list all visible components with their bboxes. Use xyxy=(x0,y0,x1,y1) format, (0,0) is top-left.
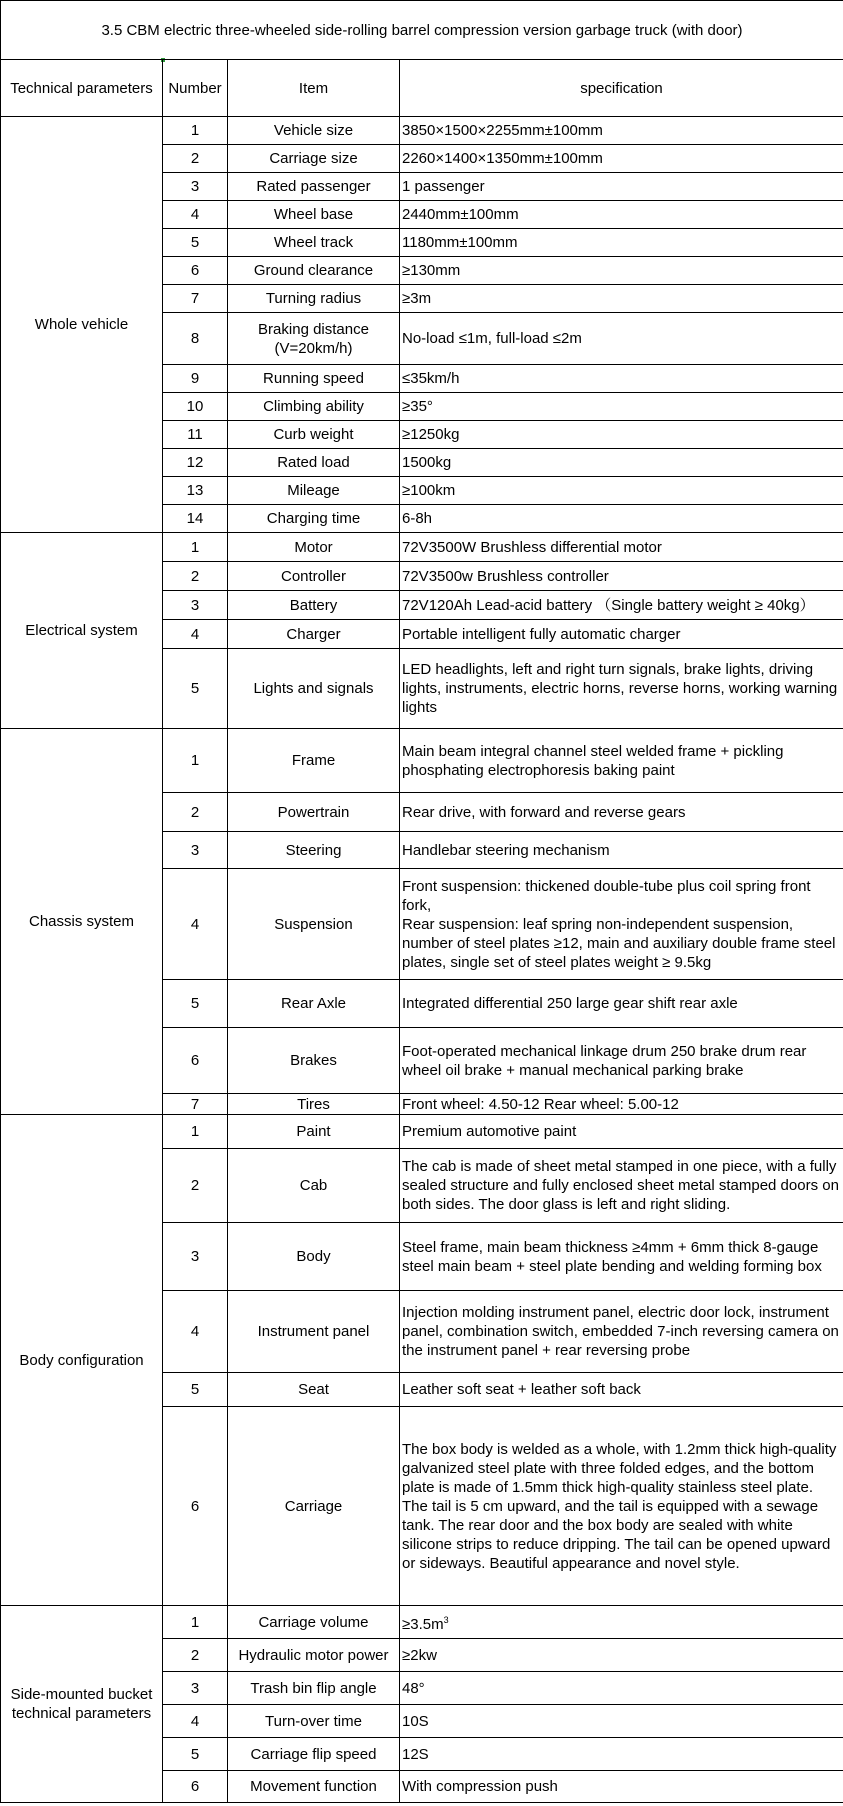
row-spec: ≥2kw xyxy=(400,1639,843,1672)
row-spec: Premium automotive paint xyxy=(400,1115,843,1149)
row-number: 9 xyxy=(163,365,228,393)
table-row xyxy=(1,729,843,793)
row-number: 5 xyxy=(163,649,228,729)
row-number: 1 xyxy=(163,117,228,145)
row-number: 2 xyxy=(163,562,228,591)
row-item: Tires xyxy=(228,1094,400,1115)
row-number: 1 xyxy=(163,1115,228,1149)
row-item: Battery xyxy=(228,591,400,620)
row-number: 8 xyxy=(163,313,228,365)
row-spec: 72V3500W Brushless differential motor xyxy=(400,533,843,562)
row-number: 2 xyxy=(163,145,228,173)
row-spec: 12S xyxy=(400,1738,843,1771)
row-number: 10 xyxy=(163,393,228,421)
carriage-volume-value: ≥3.5m xyxy=(402,1615,444,1633)
row-item: Vehicle size xyxy=(228,117,400,145)
row-number: 7 xyxy=(163,285,228,313)
row-item: Hydraulic motor power xyxy=(228,1639,400,1672)
row-item: Carriage xyxy=(228,1407,400,1606)
row-spec: 1 passenger xyxy=(400,173,843,201)
row-number: 5 xyxy=(163,1738,228,1771)
suspension-front-text: Front suspension: thickened double-tube plus coil spring front fork, xyxy=(402,877,811,914)
row-item: Paint xyxy=(228,1115,400,1149)
row-spec: Integrated differential 250 large gear shift rear axle xyxy=(400,980,843,1028)
row-number: 3 xyxy=(163,1223,228,1291)
row-spec: Foot-operated mechanical linkage drum 250 brake drum rear wheel oil brake + manual mechanical parking brake xyxy=(400,1028,843,1094)
row-spec: ≥35° xyxy=(400,393,843,421)
row-spec: 72V3500w Brushless controller xyxy=(400,562,843,591)
header-row xyxy=(1,60,843,117)
row-number: 1 xyxy=(163,729,228,793)
row-item: Instrument panel xyxy=(228,1291,400,1373)
table-row xyxy=(1,533,843,562)
row-spec: The cab is made of sheet metal stamped in one piece, with a fully sealed structure and fully enclosed sheet metal stamped doors on both sides. The door glass is left and right sliding. xyxy=(400,1149,843,1223)
row-spec: 1500kg xyxy=(400,449,843,477)
row-number: 4 xyxy=(163,201,228,229)
section-label-electrical-system: Electrical system xyxy=(1,533,163,729)
row-item: Charging time xyxy=(228,505,400,533)
row-item: Wheel track xyxy=(228,229,400,257)
row-item: Carriage volume xyxy=(228,1606,400,1639)
row-number: 1 xyxy=(163,533,228,562)
row-item: Brakes xyxy=(228,1028,400,1094)
row-item: Cab xyxy=(228,1149,400,1223)
header-specification: specification xyxy=(400,60,843,117)
row-spec: Front wheel: 4.50-12 Rear wheel: 5.00-12 xyxy=(400,1094,843,1115)
row-item: Carriage flip speed xyxy=(228,1738,400,1771)
row-number: 5 xyxy=(163,980,228,1028)
section-label-body-configuration: Body configuration xyxy=(1,1115,163,1606)
row-number: 7 xyxy=(163,1094,228,1115)
row-item: Seat xyxy=(228,1373,400,1407)
section-label-chassis-system: Chassis system xyxy=(1,729,163,1115)
row-item: Turning radius xyxy=(228,285,400,313)
row-item: Motor xyxy=(228,533,400,562)
cubic-superscript: 3 xyxy=(443,1614,449,1625)
row-number: 2 xyxy=(163,1639,228,1672)
row-spec: The box body is welded as a whole, with 1.2mm thick high-quality galvanized steel plate with three folded edges, and the bottom plate is made of 1.5mm thick high-quality stainless steel plate. The tail is 5 cm upward, and the tail is equipped with a sewage tank. The rear door and the box body are sealed with white silicone strips to reduce dripping. The tail can be opened upward or sideways. Beautiful appearance and novel style. xyxy=(400,1407,843,1606)
table-row xyxy=(1,1606,843,1639)
row-spec: 3850×1500×2255mm±100mm xyxy=(400,117,843,145)
row-spec: LED headlights, left and right turn signals, brake lights, driving lights, instruments, electric horns, reverse horns, working warning lights xyxy=(400,649,843,729)
suspension-rear-text: Rear suspension: leaf spring non-independent suspension, number of steel plates ≥12, main and auxiliary double frame steel plates, single set of steel plates weight ≥ 9.5kg xyxy=(402,915,836,971)
row-item: Body xyxy=(228,1223,400,1291)
row-spec xyxy=(400,869,843,980)
row-number: 2 xyxy=(163,1149,228,1223)
header-technical-parameters: Technical parameters xyxy=(1,60,163,117)
row-spec: ≥3m xyxy=(400,285,843,313)
row-item: Rated load xyxy=(228,449,400,477)
row-item: Carriage size xyxy=(228,145,400,173)
row-number: 3 xyxy=(163,173,228,201)
section-label-whole-vehicle: Whole vehicle xyxy=(1,117,163,533)
row-number: 6 xyxy=(163,257,228,285)
section-label-side-mounted-bucket: Side-mounted bucket technical parameters xyxy=(1,1606,163,1803)
row-spec: With compression push xyxy=(400,1771,843,1803)
row-item: Frame xyxy=(228,729,400,793)
row-spec: 6-8h xyxy=(400,505,843,533)
row-number: 3 xyxy=(163,1672,228,1705)
row-number: 4 xyxy=(163,1291,228,1373)
row-number: 4 xyxy=(163,620,228,649)
row-spec: 48° xyxy=(400,1672,843,1705)
row-item: Wheel base xyxy=(228,201,400,229)
row-number: 5 xyxy=(163,1373,228,1407)
row-item: Controller xyxy=(228,562,400,591)
row-spec: ≥100km xyxy=(400,477,843,505)
row-number: 11 xyxy=(163,421,228,449)
row-item: Braking distance (V=20km/h) xyxy=(228,313,400,365)
header-item: Item xyxy=(228,60,400,117)
row-number: 1 xyxy=(163,1606,228,1639)
row-item: Turn-over time xyxy=(228,1705,400,1738)
row-spec: ≥130mm xyxy=(400,257,843,285)
table-row xyxy=(1,117,843,145)
row-number: 6 xyxy=(163,1028,228,1094)
row-item: Trash bin flip angle xyxy=(228,1672,400,1705)
row-number: 4 xyxy=(163,1705,228,1738)
row-spec: Rear drive, with forward and reverse gears xyxy=(400,793,843,832)
row-spec: 2440mm±100mm xyxy=(400,201,843,229)
row-number: 14 xyxy=(163,505,228,533)
row-number: 4 xyxy=(163,869,228,980)
row-spec: ≥1250kg xyxy=(400,421,843,449)
row-number: 13 xyxy=(163,477,228,505)
row-spec: Portable intelligent fully automatic charger xyxy=(400,620,843,649)
row-item: Steering xyxy=(228,832,400,869)
row-number: 6 xyxy=(163,1771,228,1803)
row-spec: Handlebar steering mechanism xyxy=(400,832,843,869)
row-number: 12 xyxy=(163,449,228,477)
header-number: Number xyxy=(163,60,228,117)
row-item: Curb weight xyxy=(228,421,400,449)
row-number: 5 xyxy=(163,229,228,257)
row-number: 3 xyxy=(163,832,228,869)
row-item: Mileage xyxy=(228,477,400,505)
row-spec: ≤35km/h xyxy=(400,365,843,393)
row-item: Suspension xyxy=(228,869,400,980)
row-item: Powertrain xyxy=(228,793,400,832)
row-item: Ground clearance xyxy=(228,257,400,285)
row-spec: 1180mm±100mm xyxy=(400,229,843,257)
row-number: 3 xyxy=(163,591,228,620)
row-spec: 72V120Ah Lead-acid battery （Single battery weight ≥ 40kg） xyxy=(400,591,843,620)
table-title: 3.5 CBM electric three-wheeled side-rolling barrel compression version garbage truck (with door) xyxy=(1,1,843,60)
row-spec: No-load ≤1m, full-load ≤2m xyxy=(400,313,843,365)
row-item: Rated passenger xyxy=(228,173,400,201)
row-spec: Leather soft seat + leather soft back xyxy=(400,1373,843,1407)
row-number: 2 xyxy=(163,793,228,832)
row-number: 6 xyxy=(163,1407,228,1606)
row-spec: 10S xyxy=(400,1705,843,1738)
row-item: Charger xyxy=(228,620,400,649)
row-spec: Steel frame, main beam thickness ≥4mm + 6mm thick 8-gauge steel main beam + steel plate bending and welding forming box xyxy=(400,1223,843,1291)
title-row xyxy=(1,1,843,60)
row-item: Climbing ability xyxy=(228,393,400,421)
row-item: Lights and signals xyxy=(228,649,400,729)
table-row xyxy=(1,1115,843,1149)
row-spec: Main beam integral channel steel welded frame + pickling phosphating electrophoresis baking paint xyxy=(400,729,843,793)
row-item: Rear Axle xyxy=(228,980,400,1028)
row-item: Movement function xyxy=(228,1771,400,1803)
row-item: Running speed xyxy=(228,365,400,393)
row-spec: 2260×1400×1350mm±100mm xyxy=(400,145,843,173)
row-spec xyxy=(400,1606,843,1639)
row-spec: Injection molding instrument panel, electric door lock, instrument panel, combination switch, embedded 7-inch reversing camera on the instrument panel + rear reversing probe xyxy=(400,1291,843,1373)
